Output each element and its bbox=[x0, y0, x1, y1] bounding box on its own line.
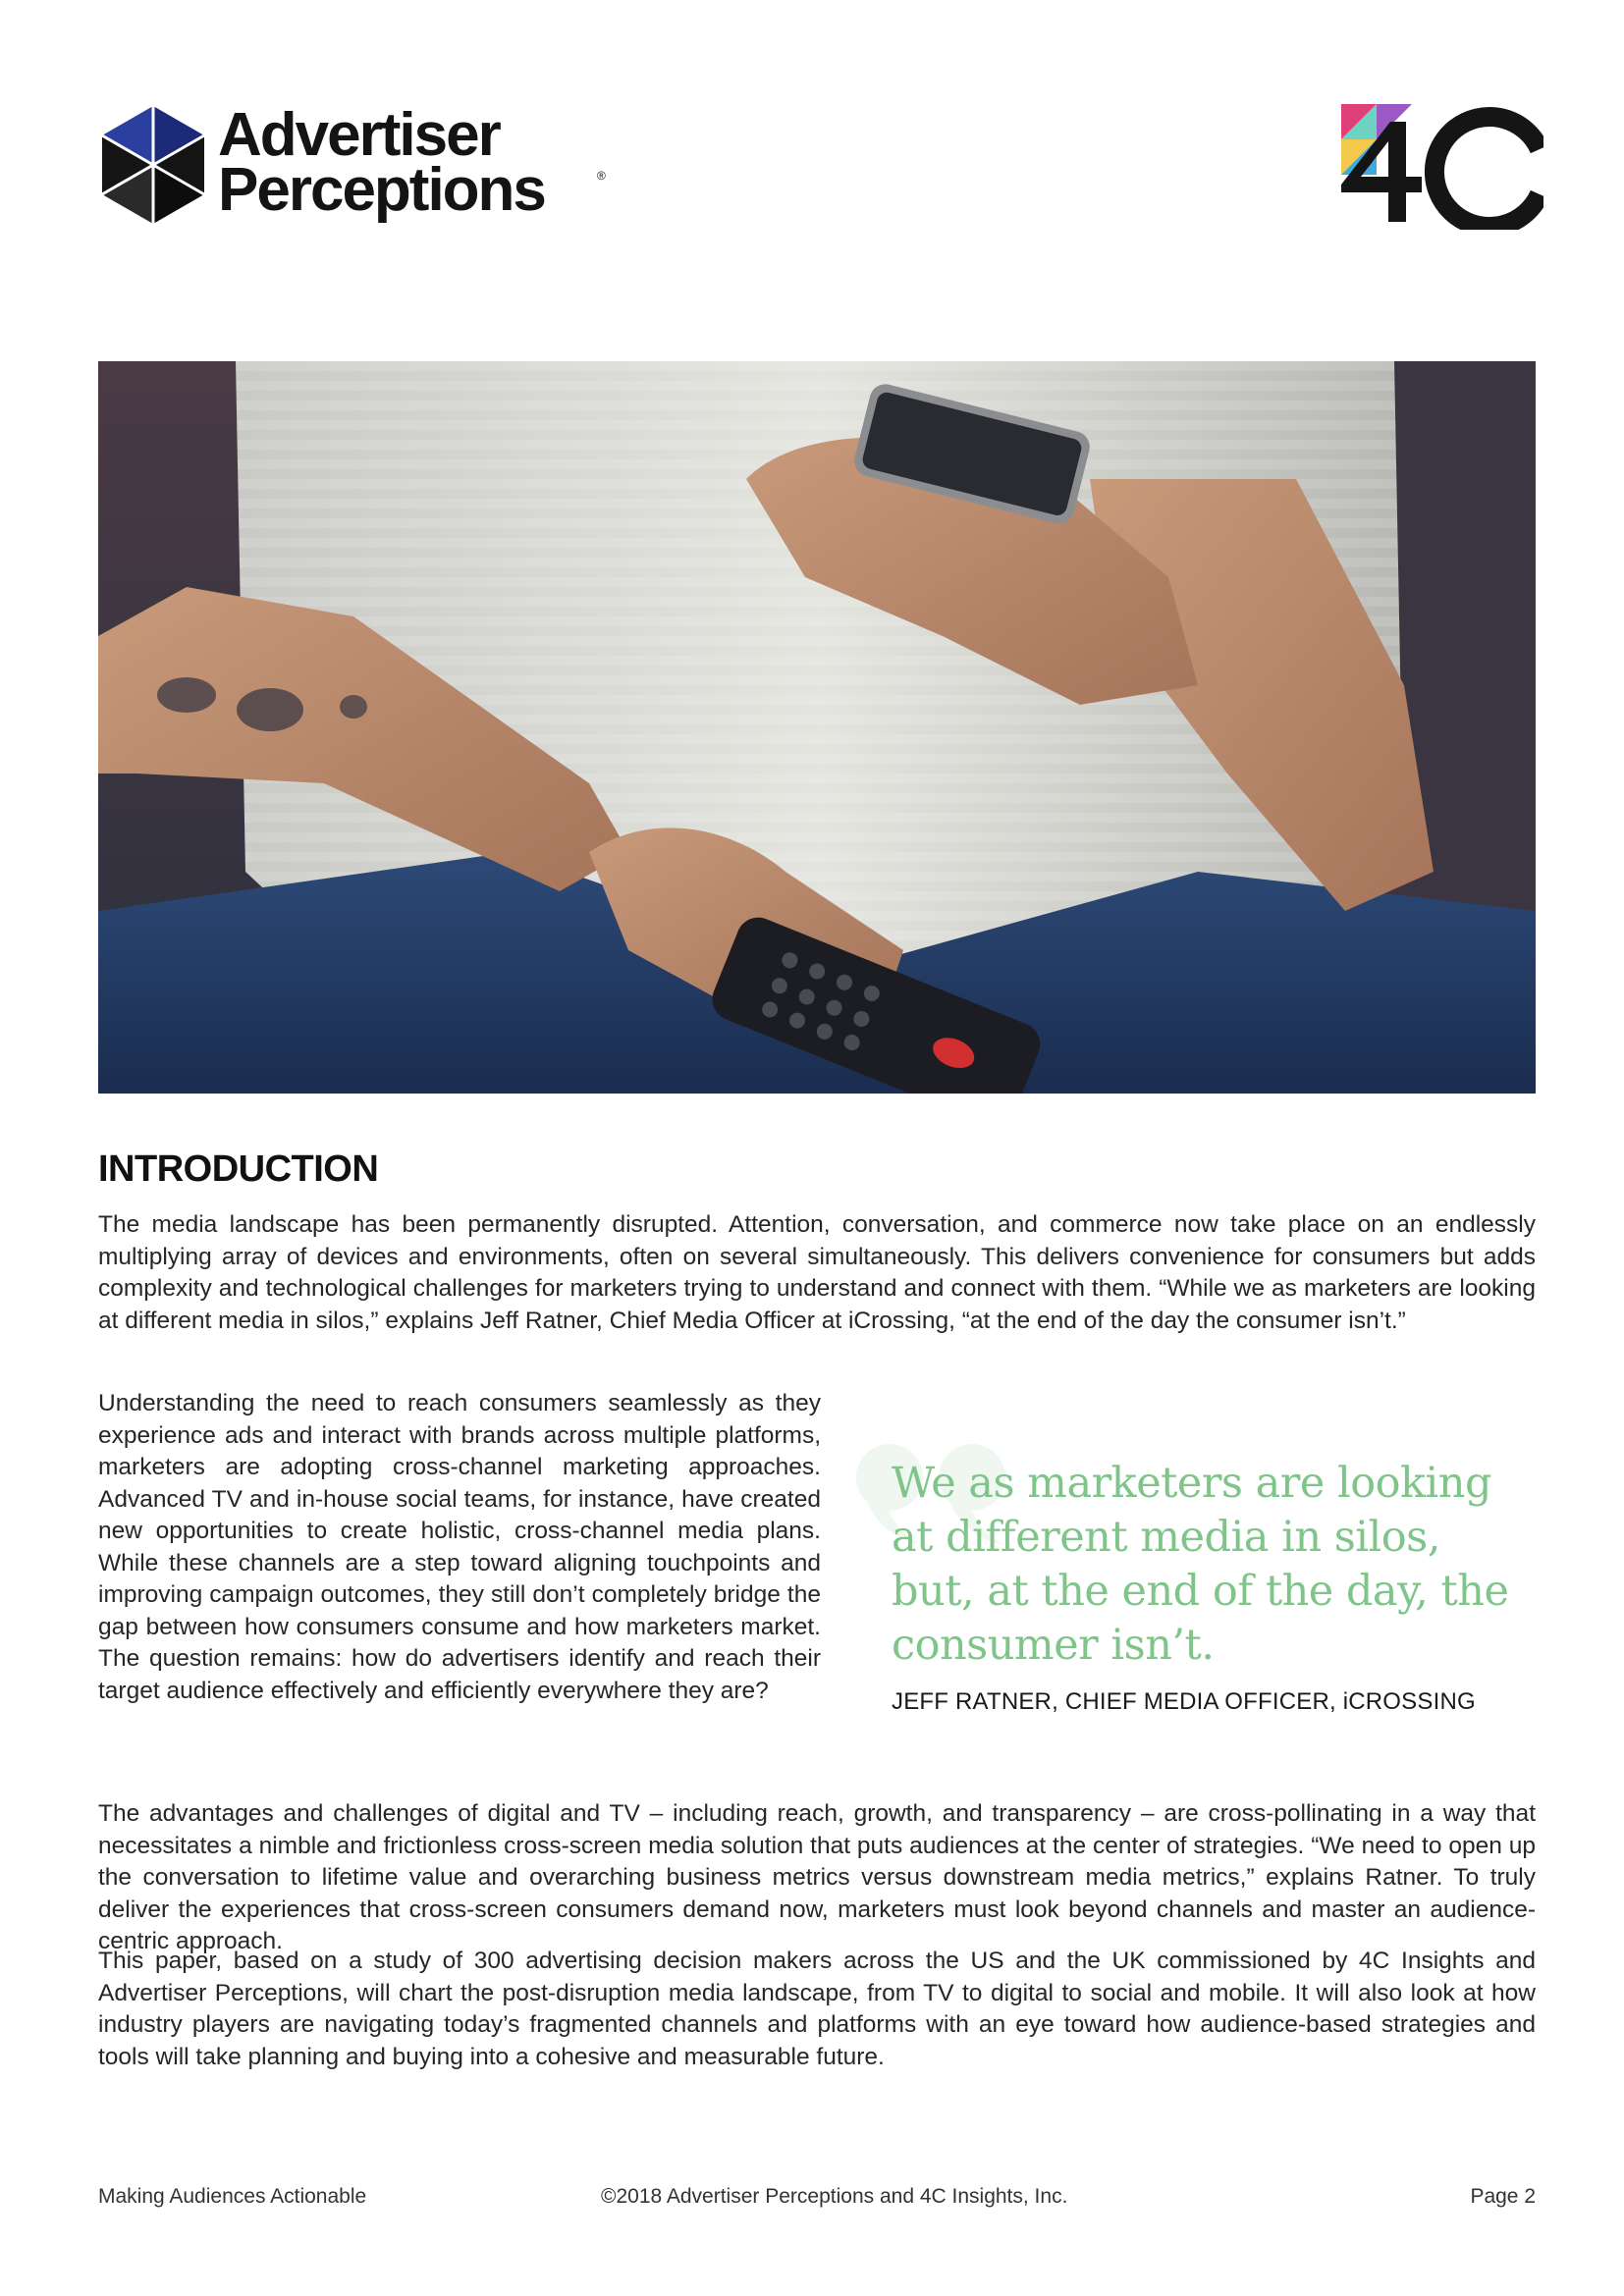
quote-attribution: JEFF RATNER, CHIEF MEDIA OFFICER, iCROSSING bbox=[892, 1688, 1476, 1715]
4c-logo bbox=[1337, 102, 1543, 230]
brand-wordmark bbox=[218, 101, 545, 224]
brand-line-2: Perceptions bbox=[218, 156, 545, 224]
footer-title: Making Audiences Actionable bbox=[98, 2185, 367, 2208]
photo-person-holding-phone-and-remote-icon bbox=[98, 361, 1536, 1094]
section-title: INTRODUCTION bbox=[98, 1148, 379, 1190]
registered-mark: ® bbox=[597, 169, 606, 183]
pull-quote: We as marketers are looking at different media in silos, but, at the end of the day, the consumer isn’t. bbox=[892, 1459, 1509, 1670]
intro-paragraph-2: Understanding the need to reach consumers seamlessly as they experience ads and interact with brands across multiple platforms, marketers are adopting cross-channel marketing approaches. Advanced TV and in-house social teams, for instance, have created new opportunities to create holistic, cross-channel media plans. While these channels are a step toward aligning touchpoints and improving campaign outcomes, they still don’t completely bridge the gap between how consumers consume and how marketers market. The question remains: how do advertisers identify and reach their target audience effectively and efficiently everywhere they are? bbox=[98, 1390, 821, 1704]
intro-paragraph-3: The advantages and challenges of digital and TV – including reach, growth, and transparency – are cross-pollinating in a way that necessitates a nimble and frictionless cross-screen media solution that puts audiences at the center of strategies. “We need to open up the conversation to lifetime value and overarching business metrics versus downstream media metrics,” explains Ratner. To truly deliver the experiences that cross-screen consumers demand now, marketers must look beyond channels and master an audience-centric approach. bbox=[98, 1800, 1536, 1954]
4c-logo-text bbox=[1543, 102, 1544, 103]
page-number: Page 2 bbox=[1470, 2185, 1536, 2208]
hero-photo bbox=[98, 361, 1536, 1094]
cube-logo-icon bbox=[98, 104, 208, 226]
advertiser-perceptions-logo bbox=[98, 102, 609, 230]
intro-paragraph-1: The media landscape has been permanently disrupted. Attention, conversation, and commerce now take place on an endlessly multiplying array of devices and environments, often on several simultaneously. This delivers convenience for consumers but adds complexity and technological challenges for marketers trying to understand and connect with them. “While we as marketers are looking at different media in silos,” explains Jeff Ratner, Chief Media Officer at iCrossing, “at the end of the day the consumer isn’t.” bbox=[98, 1211, 1536, 1334]
4c-logo-mark-icon bbox=[1337, 102, 1543, 230]
intro-paragraph-4: This paper, based on a study of 300 advertising decision makers across the US and the UK commissioned by 4C Insights and Advertiser Perceptions, will chart the post-disruption media landscape, from TV to digital to social and mobile. It will also look at how industry players are navigating today’s fragmented channels and platforms with an eye toward how audience-based strategies and tools will take planning and buying into a cohesive and measurable future. bbox=[98, 1948, 1536, 2070]
footer-copyright: ©2018 Advertiser Perceptions and 4C Insights, Inc. bbox=[601, 2185, 1068, 2208]
brand-line-1: Advertiser bbox=[218, 101, 500, 169]
